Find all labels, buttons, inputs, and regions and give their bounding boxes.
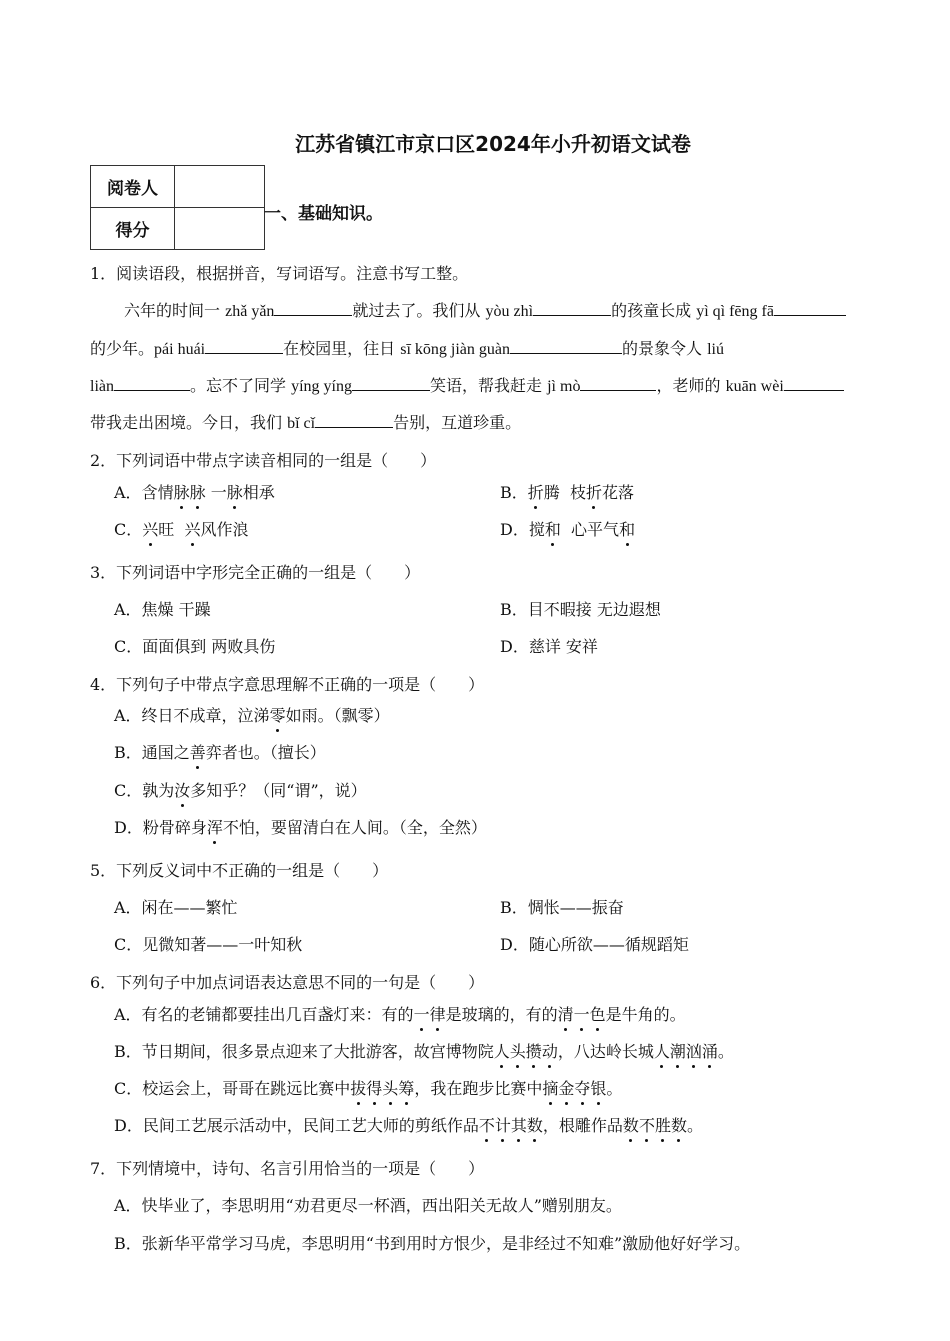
q3-option-c[interactable]: C．面面俱到 两败具伤 — [114, 637, 276, 656]
emphasis-char: 头 — [510, 1039, 526, 1062]
exam-title: 江苏省镇江市京口区2024年小升初语文试卷 — [295, 132, 691, 156]
emphasis-char: 脉 — [190, 480, 206, 503]
q1-line1: 六年的时间一 zhǎ yǎn 就过去了。我们从 yòu zhì 的孩童长成 yì qì fēng fā — [124, 298, 846, 321]
emphasis-char: 不 — [639, 1113, 655, 1136]
q7-option-a[interactable]: A．快毕业了，李思明用“劝君更尽一杯酒，西出阳关无故人”赠别朋友。 — [114, 1196, 622, 1215]
blank-5[interactable] — [510, 339, 622, 354]
blank-3[interactable] — [774, 301, 846, 316]
q4-option-b[interactable]: B．通国之善弈者也。（擅长） — [114, 740, 326, 763]
emphasis-char: 摘 — [542, 1076, 558, 1099]
q1-line3: liàn 。忘不了同学 yíng yíng 笑语，帮我赶走 jì mò ，老师的 kuān wèi — [90, 373, 844, 396]
q2-option-b[interactable]: B．折腾 枝折花落 — [500, 480, 634, 503]
blank-2[interactable] — [533, 301, 611, 316]
q5-stem: 5．下列反义词中不正确的一组是（ ） — [90, 861, 389, 880]
q1-line4: 带我走出困境。今日，我们 bǐ cǐ 告别，互道珍重。 — [90, 413, 522, 432]
q3-option-d[interactable]: D．慈详 安祥 — [500, 637, 598, 656]
emphasis-char: 其 — [511, 1113, 527, 1136]
blank-6[interactable] — [114, 376, 190, 391]
q7-option-b[interactable]: B．张新华平常学习马虎，李思明用“书到用时方恨少，是非经过不知难”激励他好好学习。 — [114, 1234, 751, 1253]
q2-option-c[interactable]: C．兴旺 兴风作浪 — [114, 517, 248, 540]
q2-stem: 2．下列词语中带点字读音相同的一组是（ ） — [90, 451, 437, 470]
emphasis-char: 动 — [542, 1039, 558, 1062]
emphasis-char: 人 — [654, 1039, 670, 1062]
emphasis-char: 得 — [366, 1076, 382, 1099]
emphasis-char: 数 — [623, 1113, 639, 1136]
q5-option-c[interactable]: C．见微知著——一叶知秋 — [114, 935, 303, 954]
q6-option-c[interactable]: C．校运会上，哥哥在跳远比赛中拔得头筹，我在跑步比赛中摘金夺银。 — [114, 1076, 622, 1099]
q5-option-d[interactable]: D．随心所欲——循规蹈矩 — [500, 935, 689, 954]
emphasis-char: 汹 — [686, 1039, 702, 1062]
emphasis-char: 一 — [414, 1002, 430, 1025]
q5-option-b[interactable]: B．惆怅——振奋 — [500, 898, 624, 917]
emphasis-char: 数 — [527, 1113, 543, 1136]
q2-option-a[interactable]: A．含情脉脉 一脉相承 — [114, 480, 275, 503]
emphasis-char: 头 — [382, 1076, 398, 1099]
blank-8[interactable] — [580, 376, 656, 391]
emphasis-char: 银 — [590, 1076, 606, 1099]
q2-option-d[interactable]: D．搅和 心平气和 — [500, 517, 635, 540]
emphasis-char: 人 — [494, 1039, 510, 1062]
emphasis-char: 潮 — [670, 1039, 686, 1062]
q6-stem: 6．下列句子中加点词语表达意思不同的一句是（ ） — [90, 973, 485, 992]
reviewer-label: 阅卷人 — [91, 166, 175, 208]
score-label: 得分 — [91, 208, 175, 250]
q4-option-c[interactable]: C．孰为汝多知乎？（同“谓”，说） — [114, 778, 367, 801]
emphasis-char: 筹 — [398, 1076, 414, 1099]
q1-line2: 的少年。pái huái 在校园里，往日 sī kōng jiàn guàn 的景象令人 liú — [90, 339, 724, 358]
q6-option-d[interactable]: D．民间工艺展示活动中，民间工艺大师的剪纸作品不计其数，根雕作品数不胜数。 — [114, 1113, 703, 1136]
emphasis-char: 律 — [430, 1002, 446, 1025]
score-table — [90, 165, 265, 250]
emphasis-char: 数 — [671, 1113, 687, 1136]
q3-stem: 3．下列词语中字形完全正确的一组是（ ） — [90, 563, 421, 582]
emphasis-char: 计 — [495, 1113, 511, 1136]
q7-stem: 7．下列情境中，诗句、名言引用恰当的一项是（ ） — [90, 1159, 485, 1178]
blank-7[interactable] — [352, 376, 430, 391]
q4-option-a[interactable]: A．终日不成章，泣涕零如雨。（飘零） — [114, 703, 390, 726]
q6-option-a[interactable]: A．有名的老铺都要挂出几百盏灯来：有的一律是玻璃的，有的清一色是牛角的。 — [114, 1002, 686, 1025]
emphasis-char: 脉 — [174, 480, 190, 503]
emphasis-char: 拔 — [350, 1076, 366, 1099]
blank-1[interactable] — [274, 301, 352, 316]
emphasis-char: 一 — [574, 1002, 590, 1025]
emphasis-char: 色 — [590, 1002, 606, 1025]
q1-stem: 1．阅读语段，根据拼音，写词语写。注意书写工整。 — [90, 264, 469, 283]
blank-4[interactable] — [205, 339, 283, 354]
emphasis-char: 胜 — [655, 1113, 671, 1136]
score-cell — [175, 208, 265, 250]
q4-option-d[interactable]: D．粉骨碎身浑不怕，要留清白在人间。（全，全然） — [114, 815, 487, 838]
emphasis-char: 清 — [558, 1002, 574, 1025]
q6-option-b[interactable]: B．节日期间，很多景点迎来了大批游客，故宫博物院人头攒动，八达岭长城人潮汹涌。 — [114, 1039, 734, 1062]
emphasis-char: 攒 — [526, 1039, 542, 1062]
q3-option-b[interactable]: B．目不暇接 无边遐想 — [500, 600, 661, 619]
emphasis-char: 涌 — [702, 1039, 718, 1062]
section-title: 一、基础知识。 — [264, 204, 383, 224]
blank-9[interactable] — [784, 376, 844, 391]
reviewer-cell — [175, 166, 265, 208]
q3-option-a[interactable]: A．焦燥 干躁 — [114, 600, 211, 619]
emphasis-char: 夺 — [574, 1076, 590, 1099]
emphasis-char: 金 — [558, 1076, 574, 1099]
blank-10[interactable] — [315, 413, 393, 428]
q5-option-a[interactable]: A．闲在——繁忙 — [114, 898, 238, 917]
emphasis-char: 不 — [479, 1113, 495, 1136]
q4-stem: 4．下列句子中带点字意思理解不正确的一项是（ ） — [90, 675, 485, 694]
